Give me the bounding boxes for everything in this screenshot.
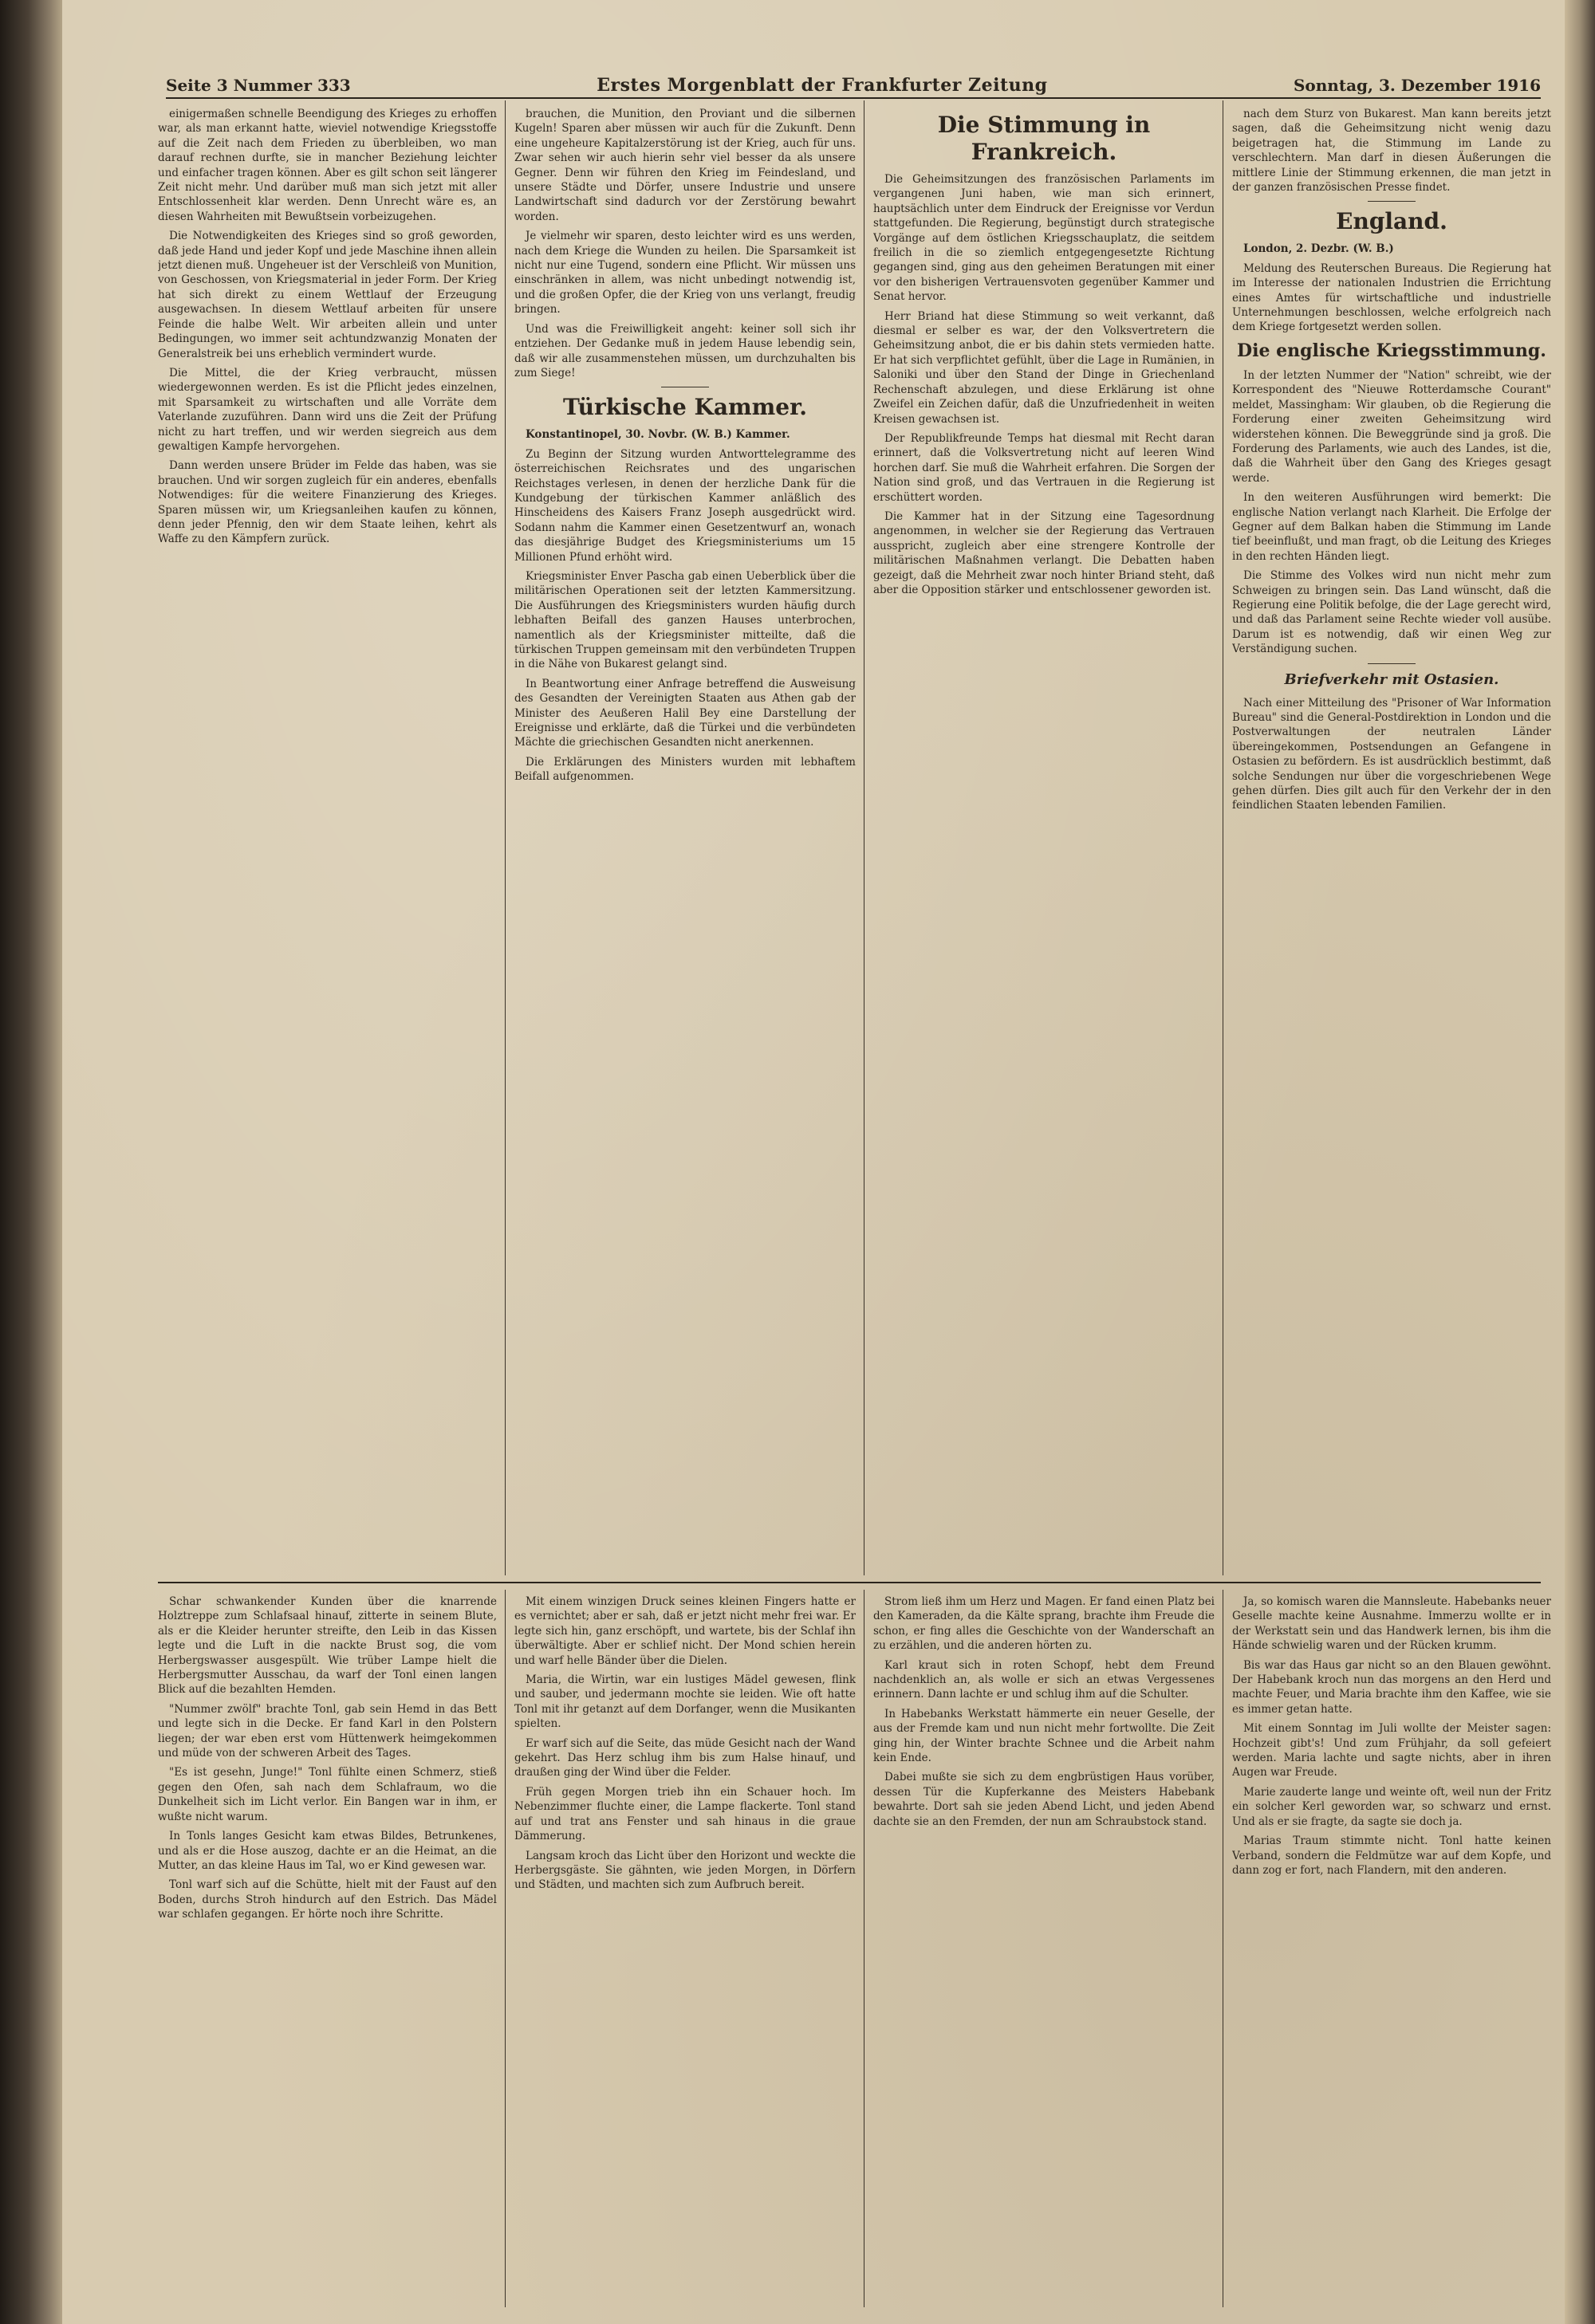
- paragraph: Langsam kroch das Licht über den Horizont und weckte die Herbergsgäste. Sie gähnten, wie jeden Morgen, in Dörfern und Städten, und machten sich zum Aufbruch bereit.: [514, 1849, 856, 1892]
- newspaper-page: [62, 0, 1565, 2324]
- paragraph: Strom ließ ihm um Herz und Magen. Er fand einen Platz bei den Kameraden, da die Kälte sprang, brachte ihm Freude die schon, er fing alles die Geschichte von der Wanderschaft an zu erzählen, und die anderen hörten zu.: [873, 1595, 1215, 1653]
- paragraph: Dann werden unsere Brüder im Felde das haben, was sie brauchen. Und wir sorgen zugleich für ein anderes, ebenfalls Notwendiges: für die weitere Finanzierung des Krieges. Sparen müssen wir, um Kriegsanleihen kaufen zu können, denn jeder Pfennig, den wir dem Staate leihen, kehrt als Waffe zu den Kämpfern zurück.: [158, 459, 497, 546]
- paragraph: Er warf sich auf die Seite, das müde Gesicht nach der Wand gekehrt. Das Herz schlug ihm bis zum Halse hinauf, und draußen ging der Wind über die Felder.: [514, 1736, 856, 1779]
- page-number: Seite 3 Nummer 333: [166, 76, 351, 95]
- paragraph: In Habebanks Werkstatt hämmerte ein neuer Geselle, der aus der Fremde kam und nun nicht mehr fortwollte. Die Zeit ging hin, der Winter brachte Schnee und die Arbeit nahm kein Ende.: [873, 1707, 1215, 1765]
- feuilleton-column-1: [158, 1595, 497, 2304]
- paragraph: Die Geheimsitzungen des französischen Parlaments im vergangenen Juni haben, wie man sich erinnert, hauptsächlich unter dem Eindruck der Ereignisse vor Verdun stattgefunden. Die Regierung, begünstigt durch strategische Vorgänge auf dem östlichen Kriegsschauplatz, die seitdem freilich in die so ziemlich entgegengesetzte Richtung gegangen sind, ging aus den geheimen Beratungen mit einer vor den bisherigen Vertrauensvoten gegenüber Kammer und Senat hervor.: [873, 173, 1215, 304]
- paragraph: Nach einer Mitteilung des "Prisoner of War Information Bureau" sind die General-Postdirektion in London und die Postverwaltungen der neutralen Länder übereingekommen, Postsendungen an Gefangene in Ostasien zu befördern. Es ist ausdrücklich bestimmt, daß solche Sendungen nur über die vorgeschriebenen Wege gehen dürfen. Dies gilt auch für den Verkehr der in den feindlichen Staaten lebenden Familien.: [1232, 696, 1551, 812]
- section-divider: [1368, 201, 1416, 202]
- paragraph: Ja, so komisch waren die Mannsleute. Habebanks neuer Geselle machte keine Ausnahme. Immerzu wollte er in der Werkstatt sein und das Handwerk lernen, bis ihm die Hände schwielig waren und der Rücken krumm.: [1232, 1595, 1551, 1653]
- paragraph: Je vielmehr wir sparen, desto leichter wird es uns werden, nach dem Kriege die Wunden zu heilen. Die Sparsamkeit ist nicht nur eine Tugend, sondern eine Pflicht. Wir müssen uns einschränken in allem, was nicht unbedingt notwendig ist, und die großen Opfer, die der Krieg von uns verlangt, freudig bringen.: [514, 230, 856, 317]
- feuilleton-column-3: [873, 1595, 1215, 2304]
- paragraph: Karl kraut sich in roten Schopf, hebt dem Freund nachdenklich an, als wolle er sich an etwas Vergessenes erinnern. Dann lachte er und schlug ihm auf die Schulter.: [873, 1658, 1215, 1701]
- paragraph: Bis war das Haus gar nicht so an den Blauen gewöhnt. Der Habebank kroch nun das morgens an den Herd und machte Feuer, und Maria brachte ihm den Kaffee, wie sie es immer getan hatte.: [1232, 1658, 1551, 1716]
- paragraph: Der Republikfreunde Temps hat diesmal mit Recht daran erinnert, daß die Volksvertretung nicht auf leeren Wind horchen darf. Sie muß die Wahrheit erfahren. Die Sorgen der Nation sind groß, und das Vertrauen in die Regierung ist erschüttert worden.: [873, 431, 1215, 504]
- paragraph: Die Erklärungen des Ministers wurden mit lebhaftem Beifall aufgenommen.: [514, 755, 856, 784]
- paragraph: nach dem Sturz von Bukarest. Man kann bereits jetzt sagen, daß die Geheimsitzung nicht wenig dazu beigetragen hat, die Stimmung im Lande zu verschlechtern. Man darf in diesen Äußerungen die mittlere Linie der Stimmung erkennen, die man jetzt in der ganzen französischen Presse findet.: [1232, 108, 1551, 195]
- paragraph: In Tonls langes Gesicht kam etwas Bildes, Betrunkenes, und als er die Hose auszog, dachte er an die Heimat, an die Mutter, an das kleine Haus im Tal, wo er Kind gewesen war.: [158, 1830, 497, 1872]
- dateline: Konstantinopel, 30. Novbr. (W. B.) Kammer.: [526, 428, 790, 442]
- article-column-2: [514, 107, 856, 1574]
- article-column-3: [873, 107, 1215, 1574]
- paragraph: brauchen, die Munition, den Proviant und die silbernen Kugeln! Sparen aber müssen wir auch für die Zukunft. Denn eine ungeheure Kapitalzerstörung ist der Krieg, auch für uns. Zwar sehen wir auch hierin sehr viel besser da als unsere Gegner. Denn wir führen den Krieg im Feindesland, und unsere Städte und Dörfer, unsere Industrie und unsere Landwirtschaft sind dadurch vor der Zerstörung bewahrt worden.: [514, 108, 856, 223]
- book-spine-left: [0, 0, 62, 2324]
- paragraph: Schar schwankender Kunden über die knarrende Holztreppe zum Schlafsaal hinauf, zitterte in seinem Blute, als er die Kleider herunter streifte, den Leib in das Kissen legte und die Luft in die nackte Brust sog, die vom Herbergswasser ausgespült. Wie trüber Lampe hielt die Herbergsmutter Ausschau, da warf der Tonl einen langen Blick auf die bezahlten Hemden.: [158, 1595, 497, 1697]
- paragraph: Die Notwendigkeiten des Krieges sind so groß geworden, daß jede Hand und jeder Kopf und jede Maschine ihnen allein jetzt dienen muß. Ungeheuer ist der Verschleiß von Munition, von Geschossen, von Kriegsmaterial in jeder Form. Der Krieg hat sich direkt zu einem Wettlauf der Erzeugung ausgewachsen. In diesem Wettlauf arbeiten für unsere Feinde die halbe Welt. Wir arbeiten allein und unter Bedingungen, wo immer seit achtundzwanzig Monaten der Generalstreik bei uns erheblich vermindert wurde.: [158, 230, 497, 360]
- article-column-4: [1232, 107, 1551, 1574]
- paragraph: Dabei mußte sie sich zu dem engbrüstigen Haus vorüber, dessen Tür die Kupferkanne des Meisters Habebank bewahrte. Dort sah sie jeden Abend Licht, und jeden Abend dachte sie an den Fremden, der nun am Schraubstock stand.: [873, 1771, 1215, 1828]
- book-edge-right: [1565, 0, 1595, 2324]
- masthead: [166, 73, 1541, 99]
- paragraph: einigermaßen schnelle Beendigung des Krieges zu erhoffen war, als man erkannt hatte, wieviel notwendige Kriegsstoffe auf die Zeit nach dem Frieden zu überbleiben, wo man darauf rechnen durfte, sie in mancher Beziehung leichter und einfacher tragen können. Aber es gilt schon seit längerer Zeit nicht mehr. Und darüber muß man sich jetzt mit aller Entschlossenheit klar werden. Denn Unrecht wäre es, an diesen Wahrheiten mit Bewußtsein vorbeizugehen.: [158, 108, 497, 223]
- paragraph: "Nummer zwölf" brachte Tonl, gab sein Hemd in das Bett und legte sich in die Decke. Er fand Karl in den Polstern liegen; der war eben erst vom Hüttenwerk heimgekommen und müde von der schweren Arbeit des Tages.: [158, 1702, 497, 1760]
- section-heading: Briefverkehr mit Ostasien.: [1284, 670, 1499, 688]
- paragraph: Mit einem winzigen Druck seines kleinen Fingers hatte er es vernichtet; aber er sah, daß er jetzt nicht mehr frei war. Er legte sich hin, ganz erschöpft, und wartete, bis der Schlaf ihn überwältigte. Aber er schlief nicht. Der Mond schien herein und warf helle Bänder über die Dielen.: [514, 1595, 856, 1667]
- paragraph: Kriegsminister Enver Pascha gab einen Ueberblick über die militärischen Operationen seit der letzten Kammersitzung. Die Ausführungen des Kriegsministers wurden häufig durch lebhaften Beifall des ganzen Hauses unterbrochen, namentlich als der Kriegsminister mitteilte, daß die türkischen Truppen gemeinsam mit den verbündeten Truppen in die Nähe von Bukarest gelangt sind.: [514, 569, 856, 671]
- section-divider: [1368, 663, 1416, 664]
- paragraph: Zu Beginn der Sitzung wurden Antworttelegramme des österreichischen Reichsrates und des ungarischen Reichstages verlesen, in denen der herzliche Dank für die Kundgebung der türkischen Kammer anläßlich des Hinscheidens des Kaisers Franz Joseph ausgedrückt wird. Sodann nahm die Kammer einen Gesetzentwurf an, wonach das diesjährige Budget des Kriegsministeriums um 15 Millionen Pfund erhöht wird.: [514, 447, 856, 564]
- section-heading: England.: [1336, 208, 1447, 235]
- paragraph: In Beantwortung einer Anfrage betreffend die Ausweisung des Gesandten der Vereinigten Staaten aus Athen gab der Minister des Aeußeren Halil Bey eine Darstellung der Ereignisse und erklärte, daß die Türkei und die verbündeten Mächte die griechischen Gesandten nicht anerkennen.: [514, 677, 856, 749]
- dateline: London, 2. Dezbr. (W. B.): [1243, 242, 1394, 256]
- paragraph: Die Kammer hat in der Sitzung eine Tagesordnung angenommen, in welcher sie der Regierung das Vertrauen ausspricht, zugleich aber eine strengere Kontrolle der militärischen Maßnahmen verlangt. Die Debatten haben gezeigt, daß die Mehrheit zwar noch hinter Briand steht, daß aber die Opposition stärker und entschlossener geworden ist.: [873, 509, 1215, 596]
- paragraph: Marias Traum stimmte nicht. Tonl hatte keinen Verband, sondern die Feldmütze war auf dem Kopfe, und dann zog er fort, nach Flandern, mit den anderen.: [1232, 1834, 1551, 1877]
- column-rule: [505, 100, 506, 1575]
- newspaper-title: Erstes Morgenblatt der Frankfurter Zeitung: [597, 75, 1048, 96]
- article-column-1: [158, 107, 497, 1574]
- section-heading: Die englische Kriegsstimmung.: [1237, 340, 1546, 361]
- paragraph: Die Mittel, die der Krieg verbraucht, müssen wiedergewonnen werden. Es ist die Pflicht jedes einzelnen, mit Sparsamkeit zu wirtschaften und alle Vorräte dem Vaterlande zuzuführen. Dann wird uns die Zeit der Prüfung nicht zu hart treffen, und wir werden siegreich aus dem gewaltigen Kampfe hervorgehen.: [158, 366, 497, 453]
- issue-date: Sonntag, 3. Dezember 1916: [1293, 76, 1541, 95]
- paragraph: Tonl warf sich auf die Schütte, hielt mit der Faust auf den Boden, durchs Stroh hindurch auf den Estrich. Das Mädel war schlafen gegangen. Er hörte noch ihre Schritte.: [158, 1878, 497, 1921]
- paragraph: Und was die Freiwilligkeit angeht: keiner soll sich ihr entziehen. Der Gedanke muß in jedem Hause lebendig sein, daß wir alle zusammenstehen müssen, um durchzuhalten bis zum Siege!: [514, 322, 856, 379]
- feuilleton-rule: [158, 1582, 1541, 1583]
- paragraph: Herr Briand hat diese Stimmung so weit verkannt, daß diesmal er selber es war, der den Volksvertretern die Geheimsitzung anbot, die er bis dahin stets vermieden hatte. Er hat sich verpflichtet gefühlt, über die Lage in Rumänien, in Saloniki und über den Stand der Dinge in Griechenland Rechenschaft abzulegen, und diese Erklärung ist ohne Zweifel ein Zeichen dafür, daß die Unzufriedenheit in weiten Kreisen gewachsen ist.: [873, 309, 1215, 426]
- column-rule: [505, 1590, 506, 2307]
- section-heading: Die Stimmung in Frankreich.: [937, 112, 1151, 165]
- paragraph: Die Stimme des Volkes wird nun nicht mehr zum Schweigen zu bringen sein. Das Land wünscht, daß die Regierung eine Politik befolge, die der Lage gerecht wird, und daß das Parlament seine Rechte wieder voll ausübe. Darum ist es notwendig, daß wir einen Weg zur Verständigung suchen.: [1232, 569, 1551, 656]
- paragraph: Früh gegen Morgen trieb ihn ein Schauer hoch. Im Nebenzimmer fluchte einer, die Lampe flackerte. Tonl stand auf und trat ans Fenster und sah hinaus in die graue Dämmerung.: [514, 1785, 856, 1843]
- paragraph: In den weiteren Ausführungen wird bemerkt: Die englische Nation verlangt nach Klarheit. Die Erfolge der Gegner auf dem Balkan haben die Stimmung im Lande tief beeinflußt, und man fragt, ob die Leitung des Krieges in den rechten Händen liegt.: [1232, 491, 1551, 563]
- section-heading: Türkische Kammer.: [562, 394, 808, 421]
- paragraph: Mit einem Sonntag im Juli wollte der Meister sagen: Hochzeit gibt's! Und zum Frühjahr, da soll gefeiert werden. Maria lachte und sagte nichts, aber in ihren Augen war Freude.: [1232, 1722, 1551, 1779]
- paragraph: Meldung des Reuterschen Bureaus. Die Regierung hat im Interesse der nationalen Industrien die Errichtung eines Amtes für wirtschaftliche und industrielle Unternehmungen beschlossen, welche erfolgreich nach dem Kriege fortgesetzt werden sollen.: [1232, 261, 1551, 334]
- paragraph: Marie zauderte lange und weinte oft, weil nun der Fritz ein solcher Kerl geworden war, so schwarz und ernst. Und als er sie fragte, da sagte sie doch ja.: [1232, 1785, 1551, 1828]
- paragraph: Maria, die Wirtin, war ein lustiges Mädel gewesen, flink und sauber, und jedermann mochte sie leiden. Wie oft hatte Tonl mit ihr getanzt auf dem Dorfanger, wenn die Musikanten spielten.: [514, 1673, 856, 1731]
- feuilleton-column-2: [514, 1595, 856, 2304]
- paragraph: In der letzten Nummer der "Nation" schreibt, wie der Korrespondent des "Nieuwe Rotterdamsche Courant" meldet, Massingham: Wir glauben, ob die Regierung die Forderung einer zweiten Geheimsitzung wird widerstehen können. Die Beweggründe sind ja groß. Die Forderung des Parlaments, wie auch des Landes, ist die, daß die Wahrheit über den Gang des Krieges gesagt werde.: [1232, 368, 1551, 485]
- feuilleton-column-4: [1232, 1595, 1551, 2304]
- paragraph: "Es ist gesehn, Junge!" Tonl fühlte einen Schmerz, stieß gegen den Ofen, sah nach dem Schlafraum, wo die Dunkelheit sich im Licht verlor. Ein Bangen war in ihm, er wußte nicht warum.: [158, 1766, 497, 1823]
